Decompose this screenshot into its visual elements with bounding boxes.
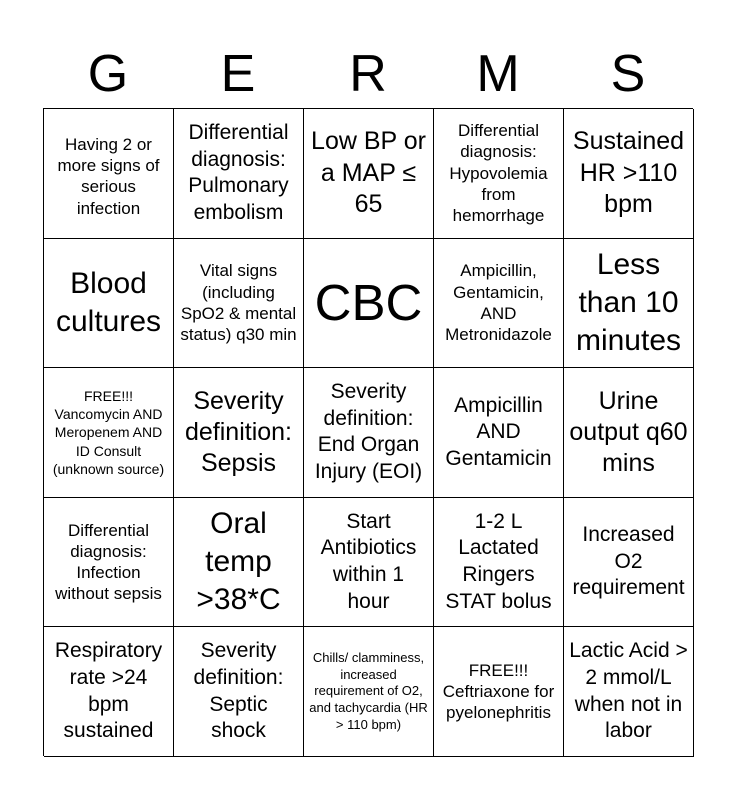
bingo-cell-r4c3[interactable]: Start Antibiotics within 1 hour	[304, 498, 434, 628]
bingo-cell-r5c4[interactable]: FREE!!! Ceftriaxone for pyelonephritis	[434, 627, 564, 757]
header-letter-m: M	[476, 45, 520, 103]
bingo-cell-r5c3[interactable]: Chills/ clamminess, increased requirement of O2, and tachycardia (HR > 110 bpm)	[304, 627, 434, 757]
bingo-cell-r4c4[interactable]: 1-2 L Lactated Ringers STAT bolus	[434, 498, 564, 628]
bingo-cell-r1c2[interactable]: Differential diagnosis: Pulmonary embolism	[174, 109, 304, 239]
bingo-cell-r5c1[interactable]: Respiratory rate >24 bpm sustained	[44, 627, 174, 757]
header-letter-e: E	[220, 45, 256, 103]
bingo-cell-r2c1[interactable]: Blood cultures	[44, 239, 174, 369]
bingo-cell-r4c5[interactable]: Increased O2 requirement	[564, 498, 694, 628]
bingo-cell-r3c4[interactable]: Ampicillin AND Gentamicin	[434, 368, 564, 498]
bingo-grid	[43, 108, 693, 756]
bingo-cell-r5c5[interactable]: Lactic Acid > 2 mmol/L when not in labor	[564, 627, 694, 757]
bingo-cell-r3c5[interactable]: Urine output q60 mins	[564, 368, 694, 498]
bingo-cell-r2c3[interactable]: CBC	[304, 239, 434, 369]
bingo-cell-r2c5[interactable]: Less than 10 minutes	[564, 239, 694, 369]
bingo-cell-r5c2[interactable]: Severity definition: Septic shock	[174, 627, 304, 757]
bingo-cell-r1c5[interactable]: Sustained HR >110 bpm	[564, 109, 694, 239]
header-letter-s: S	[610, 45, 646, 103]
bingo-cell-r3c2[interactable]: Severity definition: Sepsis	[174, 368, 304, 498]
bingo-cell-r1c3[interactable]: Low BP or a MAP ≤ 65	[304, 109, 434, 239]
bingo-cell-r4c2[interactable]: Oral temp >38*C	[174, 498, 304, 628]
bingo-cell-r2c4[interactable]: Ampicillin, Gentamicin, AND Metronidazole	[434, 239, 564, 369]
bingo-header	[43, 40, 693, 108]
bingo-cell-r1c1[interactable]: Having 2 or more signs of serious infection	[44, 109, 174, 239]
bingo-cell-r3c1[interactable]: FREE!!! Vancomycin AND Meropenem AND ID Consult (unknown source)	[44, 368, 174, 498]
bingo-cell-r4c1[interactable]: Differential diagnosis: Infection without sepsis	[44, 498, 174, 628]
bingo-cell-r1c4[interactable]: Differential diagnosis: Hypovolemia from hemorrhage	[434, 109, 564, 239]
bingo-cell-r3c3[interactable]: Severity definition: End Organ Injury (EOI)	[304, 368, 434, 498]
bingo-cell-r2c2[interactable]: Vital signs (including SpO2 & mental status) q30 min	[174, 239, 304, 369]
header-letter-g: G	[87, 45, 129, 103]
header-letter-r: R	[349, 45, 387, 103]
